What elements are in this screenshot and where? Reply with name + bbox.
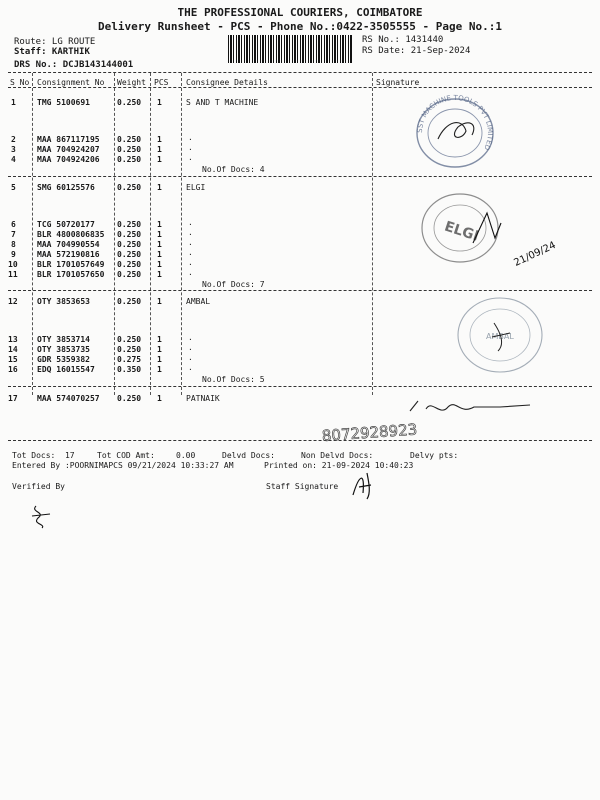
row-pcs: 1 (157, 145, 162, 154)
row-weight: 0.250 (117, 394, 142, 403)
row-consignment: MAA 704924207 (37, 145, 100, 154)
row-pcs: 1 (157, 230, 162, 239)
row-dot: . (188, 268, 193, 277)
row-dot: . (188, 153, 193, 162)
row-sno: 8 (11, 240, 16, 249)
patnaik-signature (300, 395, 600, 445)
row-pcs: 1 (157, 155, 162, 164)
ambal-stamp (452, 295, 552, 380)
row-weight: 0.250 (117, 220, 142, 229)
row-sno: 14 (8, 345, 18, 354)
col-header-consignee: Consignee Details (186, 78, 268, 87)
row-sno: 6 (11, 220, 16, 229)
row-weight: 0.250 (117, 145, 142, 154)
group-rule (8, 386, 592, 387)
printed-on: Printed on: 21-09-2024 10:40:23 (264, 461, 414, 470)
delivery-points: Delvy pts: (410, 451, 459, 460)
row-dot: . (188, 248, 193, 257)
docs-count: No.Of Docs: 4 (202, 165, 265, 174)
company-title: THE PROFESSIONAL COURIERS, COIMBATORE (177, 6, 423, 19)
col-divider (181, 73, 182, 395)
barcode (228, 35, 352, 63)
rs-number: RS No.: 1431440 (362, 35, 444, 45)
col-header-signature: Signature (376, 78, 420, 87)
row-sno: 9 (11, 250, 16, 259)
stamp-text-3: AMBAL (486, 332, 514, 341)
row-weight: 0.275 (117, 355, 142, 364)
row-consignment: MAA 867117195 (37, 135, 100, 144)
group-rule (8, 290, 592, 291)
stamp-date: 21/09/24 (512, 239, 558, 269)
row-pcs: 1 (157, 260, 162, 269)
row-weight: 0.250 (117, 270, 142, 279)
row-pcs: 1 (157, 250, 162, 259)
row-sno: 16 (8, 365, 18, 374)
staff-signature-label: Staff Signature (266, 482, 339, 491)
row-consignment: OTY 3853714 (37, 335, 90, 344)
col-divider (150, 73, 151, 395)
row-sno: 12 (8, 297, 18, 306)
verifier-signature-mark (26, 500, 56, 530)
row-sno: 4 (11, 155, 16, 164)
docs-count: No.Of Docs: 7 (202, 280, 265, 289)
col-divider (32, 73, 33, 395)
consignee-name: AMBAL (186, 297, 211, 306)
row-sno: 13 (8, 335, 18, 344)
route-label: Route: LG ROUTE (14, 37, 96, 47)
non-delivered-docs: Non Delvd Docs: (301, 451, 374, 460)
row-dot: . (188, 333, 193, 342)
row-pcs: 1 (157, 240, 162, 249)
total-cod-value: 0.00 (176, 451, 196, 460)
row-consignment: SMG 60125576 (37, 183, 95, 192)
row-sno: 2 (11, 135, 16, 144)
stamp-text-1: SST MACHINE TOOLS PVT LIMITED (415, 93, 495, 152)
row-consignment: BLR 4800806835 (37, 230, 105, 239)
row-dot: . (188, 353, 193, 362)
consignee-name: PATNAIK (186, 394, 220, 403)
row-pcs: 1 (157, 394, 162, 403)
row-pcs: 1 (157, 98, 162, 107)
row-consignment: GDR 5359382 (37, 355, 90, 364)
rs-date: RS Date: 21-Sep-2024 (362, 46, 471, 56)
drs-number: DRS No.: DCJB143144001 (14, 60, 134, 70)
group-rule (8, 176, 592, 177)
row-sno: 11 (8, 270, 18, 279)
col-header-consignment: Consignment No (37, 78, 105, 87)
row-weight: 0.250 (117, 98, 142, 107)
row-sno: 10 (8, 260, 18, 269)
col-divider (114, 73, 115, 395)
staff-signature-mark (345, 465, 385, 505)
row-consignment: MAA 572190816 (37, 250, 100, 259)
col-header-pcs: PCS (154, 78, 169, 87)
row-pcs: 1 (157, 345, 162, 354)
row-weight: 0.350 (117, 365, 142, 374)
row-sno: 3 (11, 145, 16, 154)
row-dot: . (188, 343, 193, 352)
row-consignment: OTY 3853653 (37, 297, 90, 306)
row-pcs: 1 (157, 335, 162, 344)
row-consignment: OTY 3853735 (37, 345, 90, 354)
row-dot: . (188, 218, 193, 227)
col-header-sno: S No (10, 78, 30, 87)
row-weight: 0.250 (117, 250, 142, 259)
row-pcs: 1 (157, 183, 162, 192)
table-top-rule (8, 72, 592, 73)
verified-by-label: Verified By (12, 482, 65, 491)
stamp-text-2: ELGI (442, 218, 481, 245)
row-consignment: TCG 50720177 (37, 220, 95, 229)
row-pcs: 1 (157, 220, 162, 229)
docs-count: No.Of Docs: 5 (202, 375, 265, 384)
row-sno: 17 (8, 394, 18, 403)
row-consignment: EDQ 16015547 (37, 365, 95, 374)
row-dot: . (188, 258, 193, 267)
row-weight: 0.250 (117, 230, 142, 239)
row-weight: 0.250 (117, 155, 142, 164)
row-consignment: MAA 704990554 (37, 240, 100, 249)
row-pcs: 1 (157, 135, 162, 144)
row-dot: . (188, 133, 193, 142)
col-divider (372, 73, 373, 395)
runsheet-subtitle: Delivery Runsheet - PCS - Phone No.:0422-3505555 - Page No.:1 (98, 20, 502, 33)
row-consignment: BLR 1701057650 (37, 270, 105, 279)
row-consignment: TMG 5100691 (37, 98, 90, 107)
row-weight: 0.250 (117, 183, 142, 192)
row-weight: 0.250 (117, 335, 142, 344)
row-pcs: 1 (157, 297, 162, 306)
row-consignment: MAA 574070257 (37, 394, 100, 403)
row-weight: 0.250 (117, 135, 142, 144)
entered-by: Entered By :POORNIMAPCS 09/21/2024 10:33:27 AM (12, 461, 234, 470)
row-consignment: MAA 704924206 (37, 155, 100, 164)
total-cod-label: Tot COD Amt: (97, 451, 155, 460)
col-header-weight: Weight (117, 78, 146, 87)
row-dot: . (188, 143, 193, 152)
row-dot: . (188, 363, 193, 372)
total-docs: Tot Docs: 17 (12, 451, 75, 460)
staff-label: Staff: KARTHIK (14, 47, 90, 57)
row-sno: 5 (11, 183, 16, 192)
row-pcs: 1 (157, 355, 162, 364)
row-dot: . (188, 238, 193, 247)
row-weight: 0.250 (117, 240, 142, 249)
row-sno: 1 (11, 98, 16, 107)
handwritten-number: 8072928923 (321, 420, 418, 445)
row-dot: . (188, 228, 193, 237)
row-pcs: 1 (157, 365, 162, 374)
row-pcs: 1 (157, 270, 162, 279)
row-sno: 7 (11, 230, 16, 239)
delivered-docs: Delvd Docs: (222, 451, 275, 460)
row-sno: 15 (8, 355, 18, 364)
row-weight: 0.250 (117, 260, 142, 269)
row-weight: 0.250 (117, 345, 142, 354)
consignee-name: ELGI (186, 183, 206, 192)
company-stamp (410, 93, 500, 173)
row-consignment: BLR 1701057649 (37, 260, 105, 269)
consignee-name: S AND T MACHINE (186, 98, 259, 107)
row-weight: 0.250 (117, 297, 142, 306)
elgi-stamp (415, 183, 565, 273)
